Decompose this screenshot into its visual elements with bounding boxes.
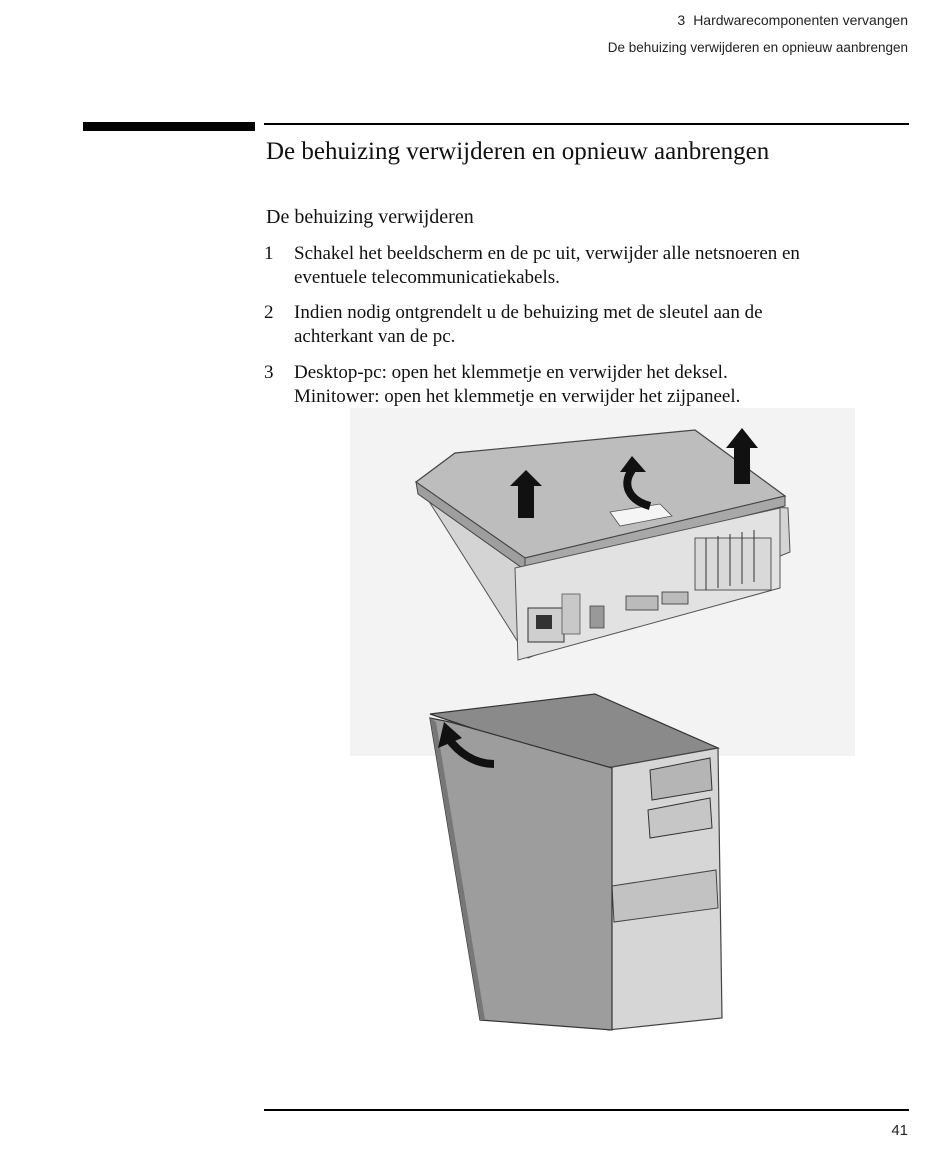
step-number: 2 <box>264 302 274 323</box>
step-text: Desktop-pc: open het klemmetje en verwijder het deksel. Minitower: open het klemmetje en verwijder het zijpaneel. <box>294 362 741 407</box>
step-number: 3 <box>264 362 274 383</box>
running-header-chapter <box>677 12 908 28</box>
step-text: Indien nodig ontgrendelt u de behuizing met de sleutel aan de achterkant van de pc. <box>294 302 763 347</box>
top-rule <box>264 123 909 125</box>
page-number: 41 <box>891 1122 908 1139</box>
running-header-section: De behuizing verwijderen en opnieuw aanbrengen <box>607 40 908 55</box>
step-number: 1 <box>264 243 274 264</box>
chapter-title: Hardwarecomponenten vervangen <box>693 12 908 28</box>
minitower-pc-illustration <box>430 694 722 1030</box>
page-title: De behuizing verwijderen en opnieuw aanbrengen <box>266 138 770 165</box>
case-removal-illustration <box>350 408 855 1040</box>
section-subtitle: De behuizing verwijderen <box>266 206 474 228</box>
chapter-number: 3 <box>677 12 686 28</box>
step-text: Schakel het beeldscherm en de pc uit, verwijder alle netsnoeren en eventuele telecommunicatiekabels. <box>294 243 800 288</box>
bottom-rule <box>264 1109 909 1111</box>
section-marker-bar <box>83 122 255 131</box>
